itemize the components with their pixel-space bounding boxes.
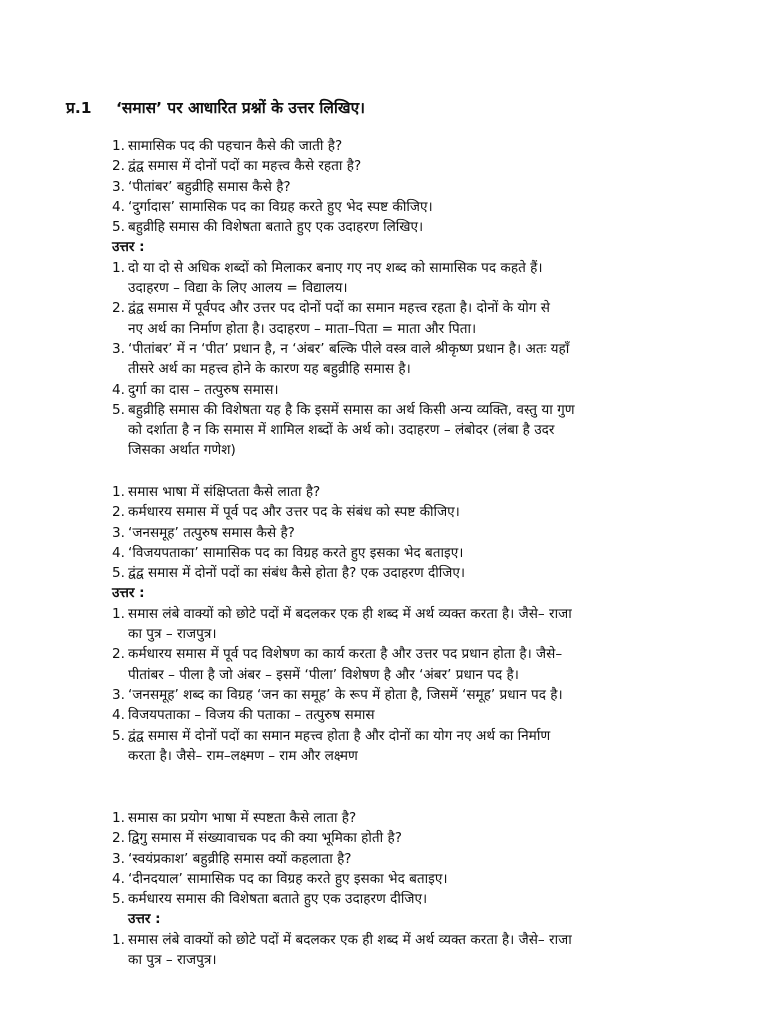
item-number: 5. <box>112 727 125 744</box>
answer-continuation: करता है। जैसे– राम–लक्ष्मण – राम और लक्ष्मण <box>128 747 358 764</box>
item-number: 4. <box>112 381 125 398</box>
answer-item <box>112 930 712 971</box>
item-number: 1. <box>112 259 125 276</box>
item-number: 1. <box>112 931 125 948</box>
answer-text: दो या दो से अधिक शब्दों को मिलाकर बनाए गए नए शब्द को सामासिक पद कहते हैं। <box>128 259 543 276</box>
item-number: 5. <box>112 891 125 908</box>
answer-line <box>112 726 712 746</box>
question-item <box>112 136 712 156</box>
question-text: समास का प्रयोग भाषा में स्पष्टता कैसे लाता है? <box>128 810 357 826</box>
answer-label: उत्तर : <box>112 239 145 256</box>
answer-item <box>112 380 712 400</box>
answer-continuation: का पुत्र – राजपुत्र। <box>128 626 217 643</box>
question-item <box>112 808 712 828</box>
question-text: ‘दुर्गादास’ सामासिक पद का विग्रह करते हुए भेद स्पष्ट कीजिए। <box>128 198 433 215</box>
answer-line <box>112 705 712 725</box>
item-number: 1. <box>112 484 125 500</box>
question-item <box>112 156 712 176</box>
answer-line <box>112 685 712 705</box>
question-heading <box>66 96 365 118</box>
item-number: 2. <box>112 158 125 175</box>
question-text: सामासिक पद की पहचान कैसे की जाती है? <box>128 138 343 154</box>
answer-list <box>112 930 712 971</box>
question-item <box>112 849 712 869</box>
question-text: बहुव्रीहि समास की विशेषता बताते हुए एक उदाहरण लिखिए। <box>128 219 424 236</box>
question-item <box>112 217 712 237</box>
answer-text: समास लंबे वाक्यों को छोटे पदों में बदलकर एक ही शब्द में अर्थ व्यक्त करता है। जैसे– राजा <box>128 605 572 622</box>
question-item <box>112 869 712 889</box>
question-item <box>112 828 712 848</box>
answer-text: द्वंद्व समास में दोनों पदों का समान महत्त्व होता है और दोनों का योग नए अर्थ का निर्माण <box>128 727 551 744</box>
answer-line <box>112 930 712 950</box>
answer-item <box>112 685 712 705</box>
item-number: 3. <box>112 178 125 195</box>
question-text: कर्मधारय समास में पूर्व पद और उत्तर पद के संबंध को स्पष्ट कीजिए। <box>128 504 460 521</box>
question-item <box>112 563 712 583</box>
question-item <box>112 502 712 522</box>
question-text: ‘जनसमूह’ तत्पुरुष समास कैसे है? <box>128 524 295 541</box>
answer-item <box>112 644 712 685</box>
answer-line <box>112 258 712 278</box>
question-item <box>112 482 712 502</box>
answer-continuation: जिसका अर्थात गणेश) <box>128 442 236 459</box>
question-set-3 <box>112 808 712 970</box>
answer-text: विजयपताका – विजय की पताका – तत्पुरुष समास <box>128 707 375 724</box>
question-list <box>112 808 712 909</box>
question-text: द्विगु समास में संख्यावाचक पद की क्या भूमिका होती है? <box>128 830 402 847</box>
answer-continuation: नए अर्थ का निर्माण होता है। उदाहरण – माता–पिता = माता और पिता। <box>128 320 477 337</box>
answer-list <box>112 258 712 461</box>
answer-text: कर्मधारय समास में पूर्व पद विशेषण का कार्य करता है और उत्तर पद प्रधान होता है। जैसे– <box>128 646 563 663</box>
answer-item <box>112 339 712 380</box>
question-text: कर्मधारय समास की विशेषता बताते हुए एक उदाहरण दीजिए। <box>128 891 428 908</box>
answer-line <box>112 644 712 664</box>
question-set-1 <box>112 136 712 461</box>
answer-item <box>112 400 712 461</box>
answer-line <box>112 604 712 624</box>
question-set-2 <box>112 482 712 766</box>
answer-continuation: को दर्शाता है न कि समास में शामिल शब्दों के अर्थ को। उदाहरण – लंबोदर (लंबा है उदर <box>128 422 555 439</box>
answer-continuation: का पुत्र – राजपुत्र। <box>128 952 217 969</box>
item-number: 3. <box>112 524 125 541</box>
question-text: द्वंद्व समास में दोनों पदों का महत्त्व कैसे रहता है? <box>128 158 362 175</box>
answer-list <box>112 604 712 766</box>
item-number: 3. <box>112 340 125 357</box>
item-number: 3. <box>112 686 125 703</box>
question-item <box>112 889 712 909</box>
answer-item <box>112 726 712 767</box>
question-item <box>112 197 712 217</box>
answer-continuation: उदाहरण – विद्या के लिए आलय = विद्यालय। <box>128 280 348 297</box>
item-number: 4. <box>112 707 125 724</box>
answer-text: बहुव्रीहि समास की विशेषता यह है कि इसमें समास का अर्थ किसी अन्य व्यक्ति, वस्तु या गुण <box>128 401 575 418</box>
question-title: ‘समास’ पर आधारित प्रश्नों के उत्तर लिखिए। <box>116 99 366 117</box>
question-text: ‘पीतांबर’ बहुव्रीहि समास कैसे है? <box>128 178 291 195</box>
item-number: 3. <box>112 850 125 867</box>
answer-item <box>112 604 712 645</box>
item-number: 5. <box>112 565 125 582</box>
answer-item <box>112 298 712 339</box>
item-number: 4. <box>112 870 125 887</box>
question-list <box>112 482 712 583</box>
answer-continuation: पीतांबर – पीला है जो अंबर – इसमें ‘पीला’ विशेषण है और ‘अंबर’ प्रधान पद है। <box>128 666 519 683</box>
answer-continuation: तीसरे अर्थ का महत्त्व होने के कारण यह बहुव्रीहि समास है। <box>128 361 411 378</box>
question-text: ‘दीनदयाल’ सामासिक पद का विग्रह करते हुए इसका भेद बताइए। <box>128 870 448 887</box>
item-number: 2. <box>112 646 125 663</box>
question-number: प्र.1 <box>66 99 92 117</box>
answer-text: समास लंबे वाक्यों को छोटे पदों में बदलकर एक ही शब्द में अर्थ व्यक्त करता है। जैसे– राजा <box>128 931 572 948</box>
question-item <box>112 543 712 563</box>
question-text: द्वंद्व समास में दोनों पदों का संबंध कैसे होता है? एक उदाहरण दीजिए। <box>128 565 466 582</box>
question-list <box>112 136 712 237</box>
question-text: समास भाषा में संक्षिप्तता कैसे लाता है? <box>128 484 321 500</box>
item-number: 4. <box>112 544 125 561</box>
answer-label: उत्तर : <box>112 585 145 602</box>
answer-text: ‘पीतांबर’ में न ‘पीत’ प्रधान है, न ‘अंबर’ बल्कि पीले वस्त्र वाले श्रीकृष्ण प्रधान है। अतः यहाँ <box>128 340 570 357</box>
answer-text: दुर्गा का दास – तत्पुरुष समास। <box>128 381 279 398</box>
answer-text: ‘जनसमूह’ शब्द का विग्रह ‘जन का समूह’ के रूप में होता है, जिसमें ‘समूह’ प्रधान पद है। <box>128 686 563 703</box>
item-number: 4. <box>112 198 125 215</box>
item-number: 2. <box>112 504 125 521</box>
answer-text: द्वंद्व समास में पूर्वपद और उत्तर पद दोनों पदों का समान महत्त्व रहता है। दोनों के योग से <box>128 300 550 317</box>
question-item <box>112 523 712 543</box>
item-number: 1. <box>112 810 125 826</box>
item-number: 1. <box>112 605 125 622</box>
answer-line <box>112 400 712 420</box>
item-number: 5. <box>112 219 125 236</box>
item-number: 5. <box>112 401 125 418</box>
answer-line <box>112 380 712 400</box>
item-number: 1. <box>112 138 125 154</box>
question-text: ‘स्वयंप्रकाश’ बहुव्रीहि समास क्यों कहलाता है? <box>128 850 352 867</box>
question-item <box>112 177 712 197</box>
answer-item <box>112 705 712 725</box>
answer-label: उत्तर : <box>128 911 161 928</box>
answer-line <box>112 298 712 318</box>
item-number: 2. <box>112 830 125 847</box>
question-text: ‘विजयपताका’ सामासिक पद का विग्रह करते हुए इसका भेद बताइए। <box>128 544 464 561</box>
answer-item <box>112 258 712 299</box>
item-number: 2. <box>112 300 125 317</box>
answer-line <box>112 339 712 359</box>
